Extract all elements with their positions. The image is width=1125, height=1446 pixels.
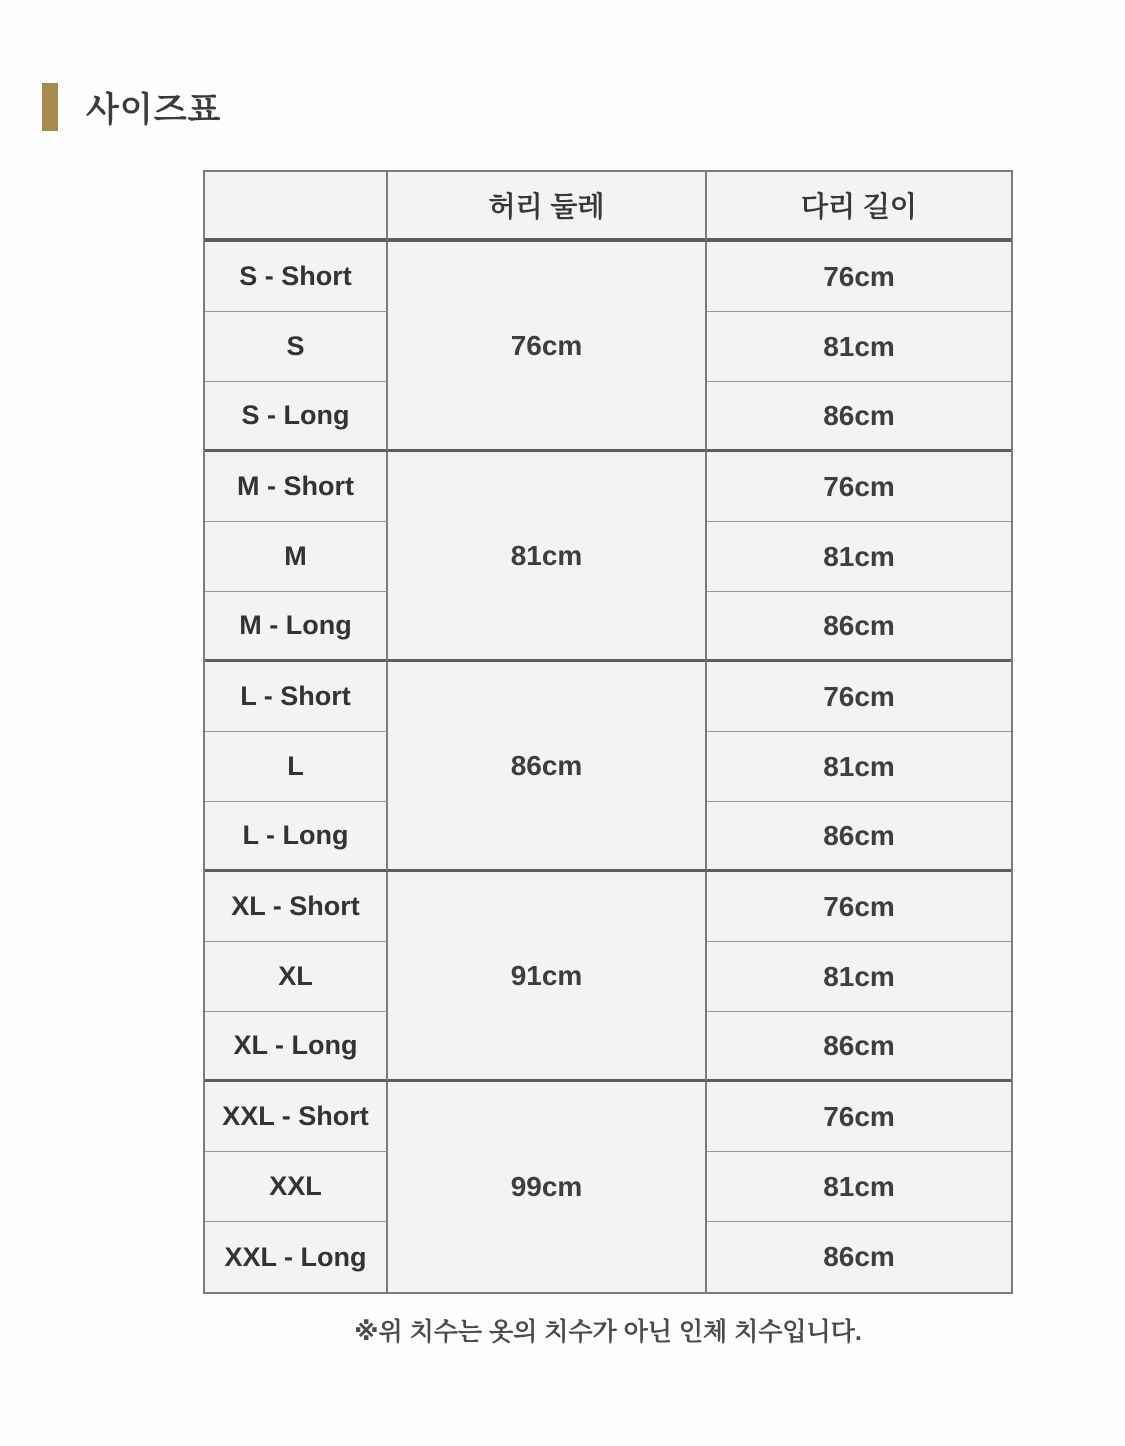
leg-value-cell: 86cm	[707, 1012, 1011, 1082]
leg-value-cell: 81cm	[707, 522, 1011, 592]
column-header-waist: 허리 둘레	[388, 172, 707, 242]
waist-value-cell: 91cm	[388, 872, 707, 1082]
leg-value-cell: 86cm	[707, 382, 1011, 452]
size-label-cell: L - Short	[205, 662, 388, 732]
footnote: ※위 치수는 옷의 치수가 아닌 인체 치수입니다.	[354, 1318, 862, 1346]
size-label-cell: XXL - Long	[205, 1222, 388, 1292]
size-label-cell: XL - Long	[205, 1012, 388, 1082]
leg-value-cell: 76cm	[707, 662, 1011, 732]
size-label-cell: XXL - Short	[205, 1082, 388, 1152]
leg-value-cell: 86cm	[707, 802, 1011, 872]
leg-value-cell: 81cm	[707, 732, 1011, 802]
waist-value-cell: 99cm	[388, 1082, 707, 1292]
size-label-cell: XXL	[205, 1152, 388, 1222]
leg-value-cell: 76cm	[707, 452, 1011, 522]
leg-value-cell: 76cm	[707, 242, 1011, 312]
leg-value-cell: 81cm	[707, 942, 1011, 1012]
leg-value-cell: 86cm	[707, 592, 1011, 662]
waist-value-cell: 86cm	[388, 662, 707, 872]
column-header-size	[205, 172, 388, 242]
leg-value-cell: 81cm	[707, 1152, 1011, 1222]
leg-value-cell: 76cm	[707, 1082, 1011, 1152]
size-label-cell: L - Long	[205, 802, 388, 872]
size-label-cell: M	[205, 522, 388, 592]
leg-value-cell: 81cm	[707, 312, 1011, 382]
title-accent-bar	[42, 83, 58, 131]
size-table-wrap	[203, 170, 1013, 1348]
size-label-cell: XL	[205, 942, 388, 1012]
section-title	[42, 82, 221, 131]
waist-value-cell: 76cm	[388, 242, 707, 452]
size-label-cell: S - Short	[205, 242, 388, 312]
size-label-cell: M - Long	[205, 592, 388, 662]
size-label-cell: S - Long	[205, 382, 388, 452]
leg-value-cell: 86cm	[707, 1222, 1011, 1292]
size-label-cell: XL - Short	[205, 872, 388, 942]
waist-value-cell: 81cm	[388, 452, 707, 662]
size-label-cell: M - Short	[205, 452, 388, 522]
size-label-cell: L	[205, 732, 388, 802]
leg-value-cell: 76cm	[707, 872, 1011, 942]
size-table	[203, 170, 1013, 1294]
column-header-leg: 다리 길이	[707, 172, 1011, 242]
size-label-cell: S	[205, 312, 388, 382]
page-title: 사이즈표	[86, 91, 222, 129]
